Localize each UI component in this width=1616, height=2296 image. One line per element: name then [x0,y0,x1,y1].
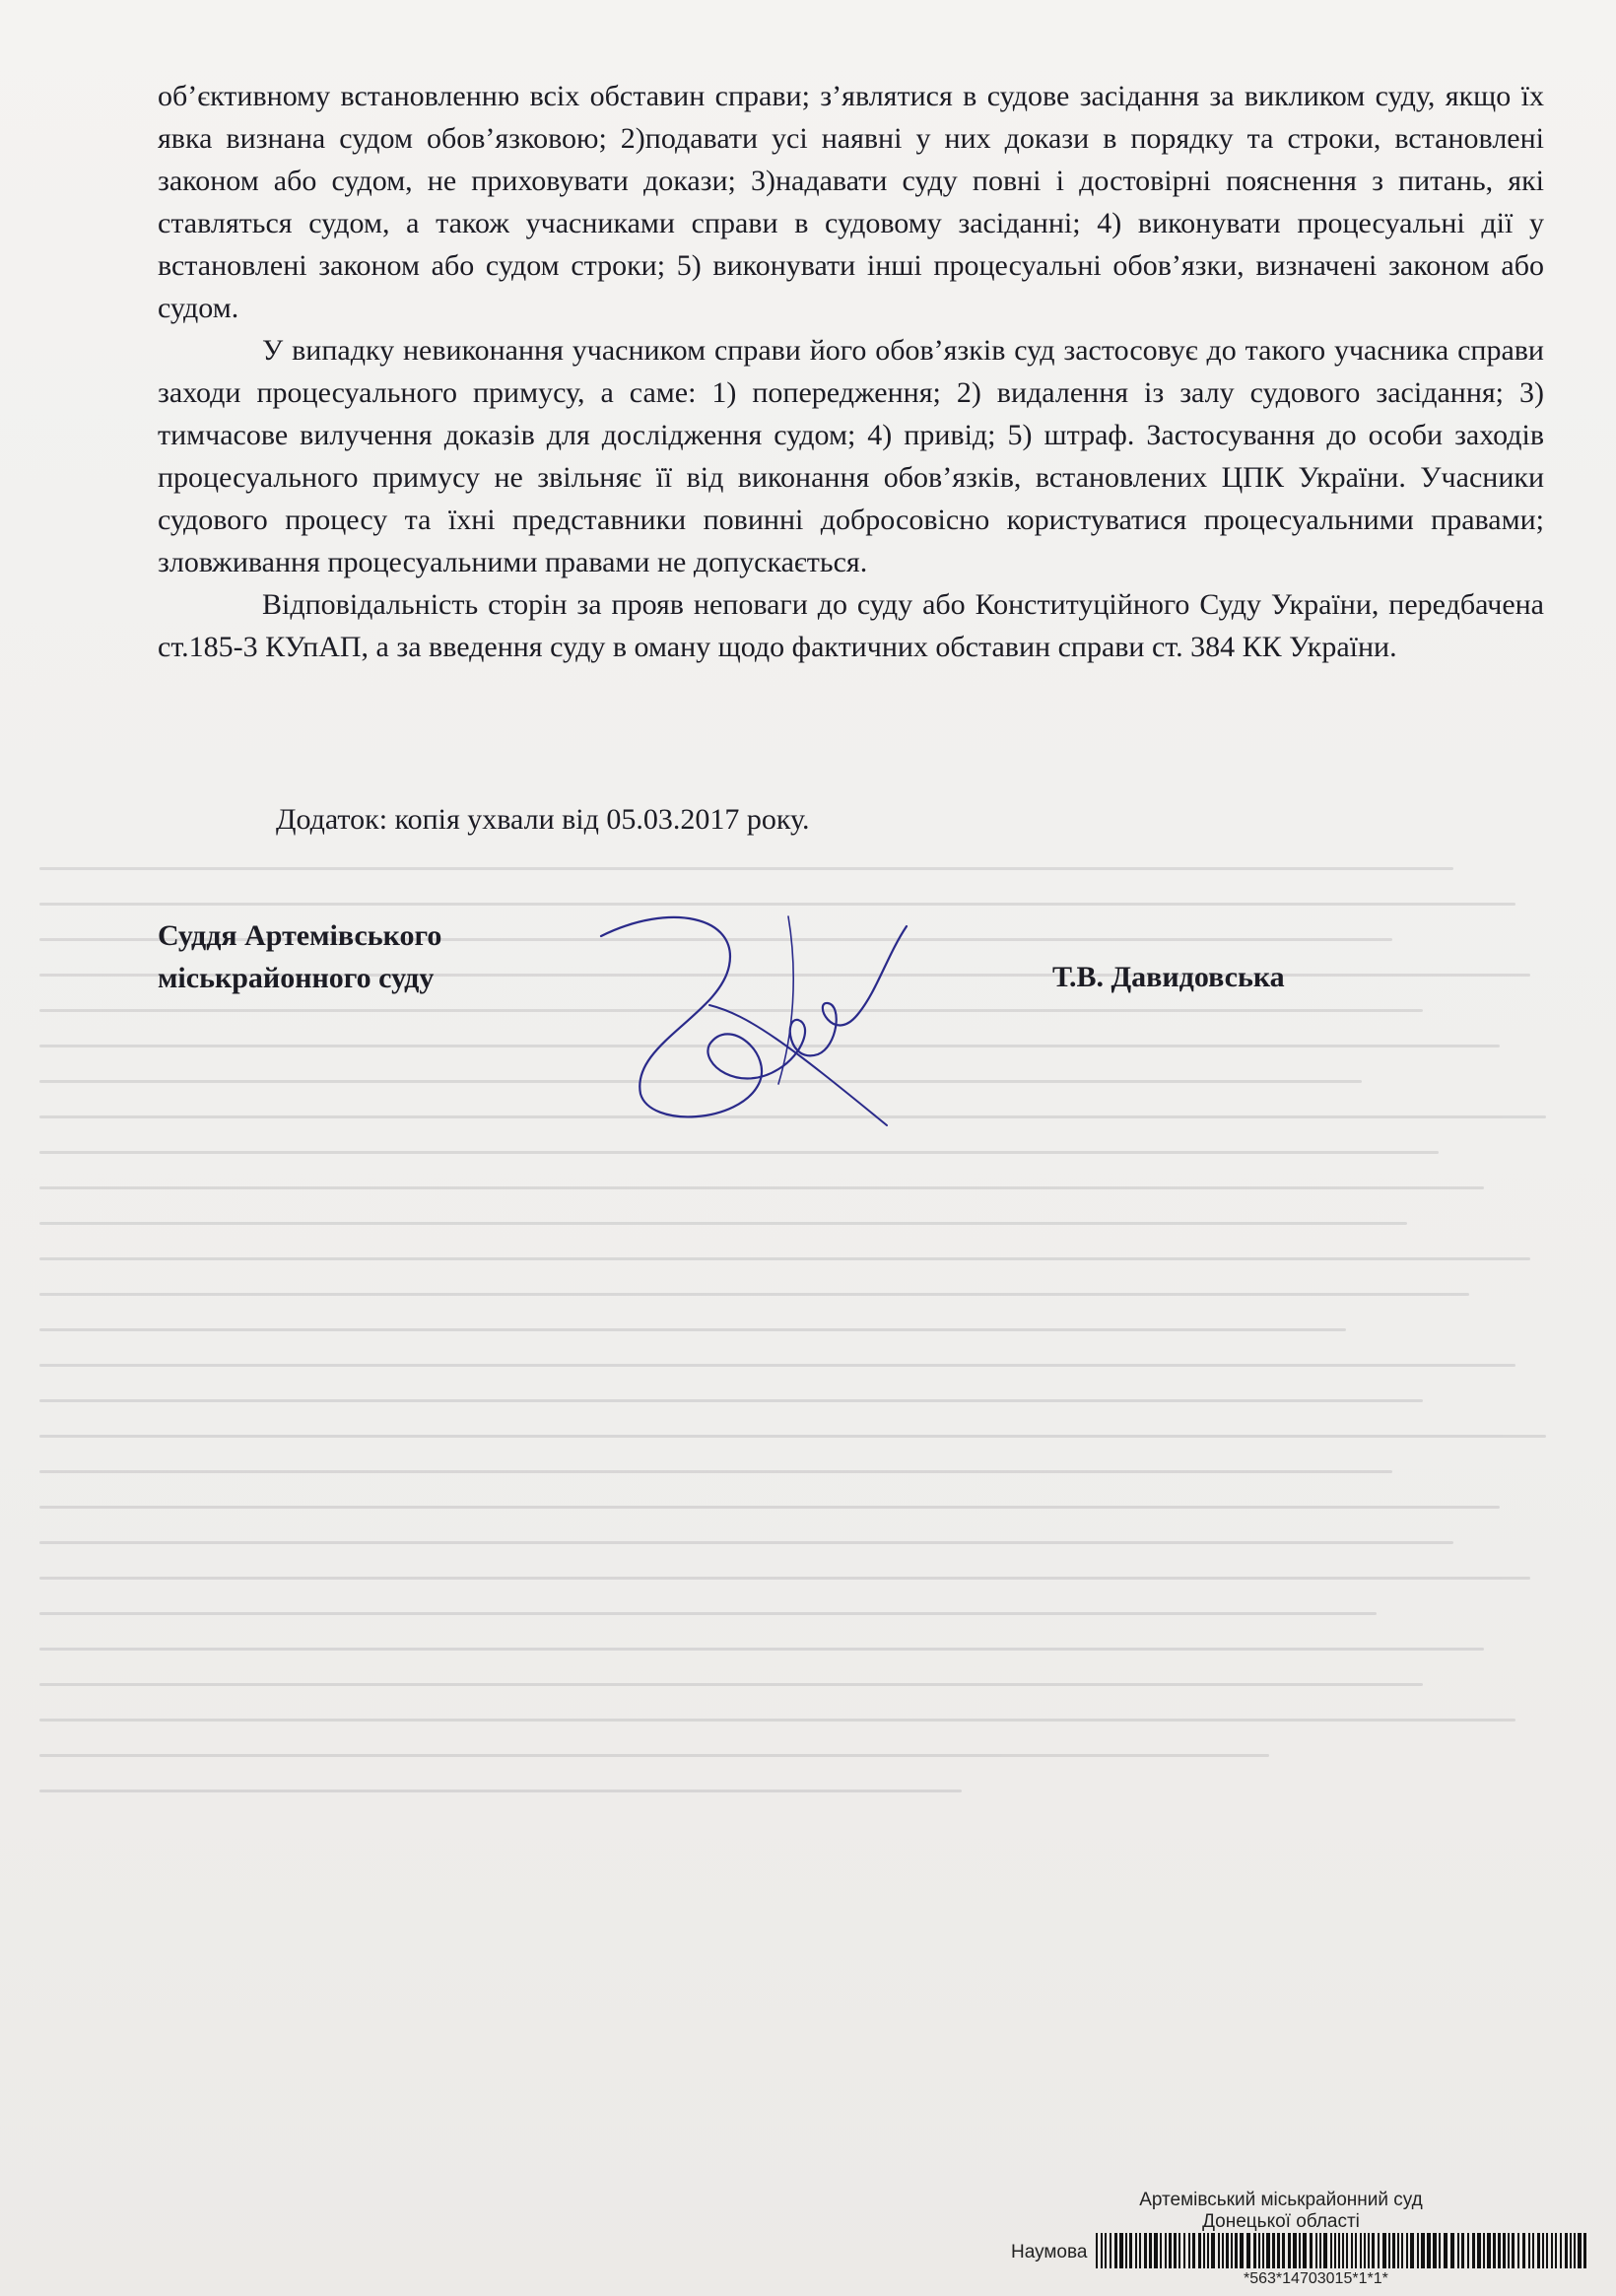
barcode-bar [1101,2233,1103,2268]
barcode-bar [1392,2233,1395,2268]
barcode-bar [1578,2233,1582,2268]
barcode-bar [1218,2233,1220,2268]
barcode-bar [1477,2233,1481,2268]
barcode-bar [1165,2233,1167,2268]
barcode-bar [1532,2233,1534,2268]
barcode-bar [1546,2233,1548,2268]
barcode-bar [1406,2233,1408,2268]
barcode-bar [1467,2233,1469,2268]
barcode-bar [1119,2233,1123,2268]
barcode-bar [1528,2233,1530,2268]
barcode-bar [1235,2233,1238,2268]
barcode-bar [1483,2233,1485,2268]
signatory-name: Т.В. Давидовська [1052,961,1285,993]
barcode-bar [1198,2233,1201,2268]
barcode-bar [1129,2233,1132,2268]
clerk-name: Наумова [1011,2242,1088,2262]
barcode-bar [1461,2233,1464,2268]
barcode-bar [1439,2233,1441,2268]
barcode-bar [1397,2233,1399,2268]
barcode-bar [1258,2233,1260,2268]
barcode-bar [1417,2233,1419,2268]
barcode-bar [1334,2233,1336,2268]
court-stamp [1084,2190,1478,2233]
barcode-bar [1114,2233,1117,2268]
barcode-bar [1144,2233,1147,2268]
barcode-number: *563*14703015*1*1* [1244,2270,1388,2287]
barcode-bar [1203,2233,1205,2268]
barcode-bar [1277,2233,1280,2268]
barcode-bar [1303,2233,1307,2268]
barcode-bar [1382,2233,1386,2268]
barcode-bar [1457,2233,1459,2268]
barcode-bar [1110,2233,1111,2268]
paragraph-obligations: об’єктивному встановленню всіх обставин справи; з’являтися в судове засідання за викликом суду, якщо їх явка визнана судом обов’язковою; 2)подавати усі наявні у них докази в порядку та строки, встановлені законом або судом, не приховувати докази; 3)надавати суду повні і достовірні пояснення з питань, які ставляться судом, а також учасниками справи в судовому засіданні; 4) виконувати процесуальні дії у встановлені законом або судом строки; 5) виконувати інші процесуальні обов’язки, визначені законом або судом. [158,80,1544,324]
barcode-bar [1192,2233,1195,2268]
barcode-bar [1154,2233,1158,2268]
barcode-bar [1355,2233,1357,2268]
barcode-bar [1319,2233,1321,2268]
barcode-bar [1288,2233,1291,2268]
signatory-title-line: Суддя Артемівського [158,919,442,952]
barcode-bar [1174,2233,1177,2268]
barcode-bar [1410,2233,1414,2268]
barcode-bar [1105,2233,1107,2268]
barcode-bar [1512,2233,1515,2268]
barcode-bar [1183,2233,1185,2268]
barcode-bar [1169,2233,1172,2268]
barcode-bar [1433,2233,1437,2268]
handwritten-signature [591,897,916,1133]
barcode-bar [1211,2233,1215,2268]
barcode-bar [1508,2233,1510,2268]
barcode-bar [1378,2233,1380,2268]
barcode-bar [1310,2233,1313,2268]
barcode-bar [1178,2233,1180,2268]
barcode-bar [1450,2233,1454,2268]
barcode-bar [1222,2233,1224,2268]
barcode-bar [1493,2233,1496,2268]
paragraph-procedural-coercion: У випадку невиконання учасником справи його обов’язків суд застосовує до такого учасника справи заходи процесуального примусу, а саме: 1) попередження; 2) видалення із залу судового засідання; 3) тимчасове вилучення доказів для дослідження судом; 4) привід; 5) штраф. Застосування до особи заходів процесуального примусу не звільняє її від виконання обов’язків, встановлених ЦПК України. Учасники судового процесу та їхні представники повинні добросовісно користуватися процесуальними правами; зловживання процесуальними правами не допускається. [158,334,1544,578]
barcode-bar [1315,2233,1317,2268]
barcode-bar [1551,2233,1553,2268]
court-stamp-line: Донецької області [1202,2211,1360,2232]
barcode-bar [1139,2233,1141,2268]
barcode-bar [1574,2233,1576,2268]
barcode-bar [1555,2233,1557,2268]
barcode-bar [1522,2233,1525,2268]
barcode-bar [1266,2233,1270,2268]
barcode-bar [1503,2233,1506,2268]
barcode-bar [1149,2233,1152,2268]
barcode-bar [1472,2233,1475,2268]
barcode-bar [1351,2233,1353,2268]
barcode-bar [1517,2233,1519,2268]
barcode-bar [1421,2233,1425,2268]
barcode-bar [1537,2233,1540,2268]
barcode-bar [1231,2233,1233,2268]
barcode-bar [1135,2233,1137,2268]
barcode-bar [1542,2233,1544,2268]
barcode-bar [1282,2233,1285,2268]
barcode-bar [1388,2233,1390,2268]
barcode-bar [1372,2233,1375,2268]
barcode-bar [1125,2233,1127,2268]
barcode-bar [1096,2233,1098,2268]
barcode-bar [1360,2233,1362,2268]
document-body [158,75,1544,668]
barcode-bar [1487,2233,1491,2268]
barcode-bar [1570,2233,1572,2268]
barcode-bar [1246,2233,1250,2268]
attachment-note: Додаток: копія ухвали від 05.03.2017 року. [276,803,810,836]
barcode-bar [1240,2233,1244,2268]
barcode-image [1096,2233,1586,2268]
barcode-bar [1444,2233,1448,2268]
barcode-bar [1293,2233,1297,2268]
barcode-bar [1323,2233,1327,2268]
signatory-title-line: міськрайонного суду [158,962,435,994]
barcode-bar [1330,2233,1332,2268]
barcode-bar [1368,2233,1370,2268]
court-stamp-line: Артемівський міськрайонний суд [1139,2190,1423,2210]
barcode-bar [1188,2233,1190,2268]
barcode-bar [1427,2233,1431,2268]
barcode-bar [1338,2233,1340,2268]
barcode-bar [1299,2233,1301,2268]
barcode-bar [1364,2233,1366,2268]
barcode-bar [1498,2233,1501,2268]
barcode-bar [1342,2233,1344,2268]
barcode-bar [1346,2233,1348,2268]
barcode-bar [1401,2233,1403,2268]
barcode-bar [1160,2233,1162,2268]
barcode-bar [1207,2233,1209,2268]
barcode-bar [1583,2233,1586,2268]
barcode-bar [1253,2233,1256,2268]
barcode-bar [1560,2233,1562,2268]
barcode-bar [1565,2233,1568,2268]
barcode-bar [1226,2233,1229,2268]
barcode-bar [1272,2233,1275,2268]
signatory-title [158,914,441,999]
paragraph-liability: Відповідальність сторін за прояв неповаги до суду або Конституційного Суду України, передбачена ст.185-3 КУпАП, а за введення суду в оману щодо фактичних обставин справи ст. 384 КК України. [158,588,1544,663]
barcode-bar [1262,2233,1264,2268]
